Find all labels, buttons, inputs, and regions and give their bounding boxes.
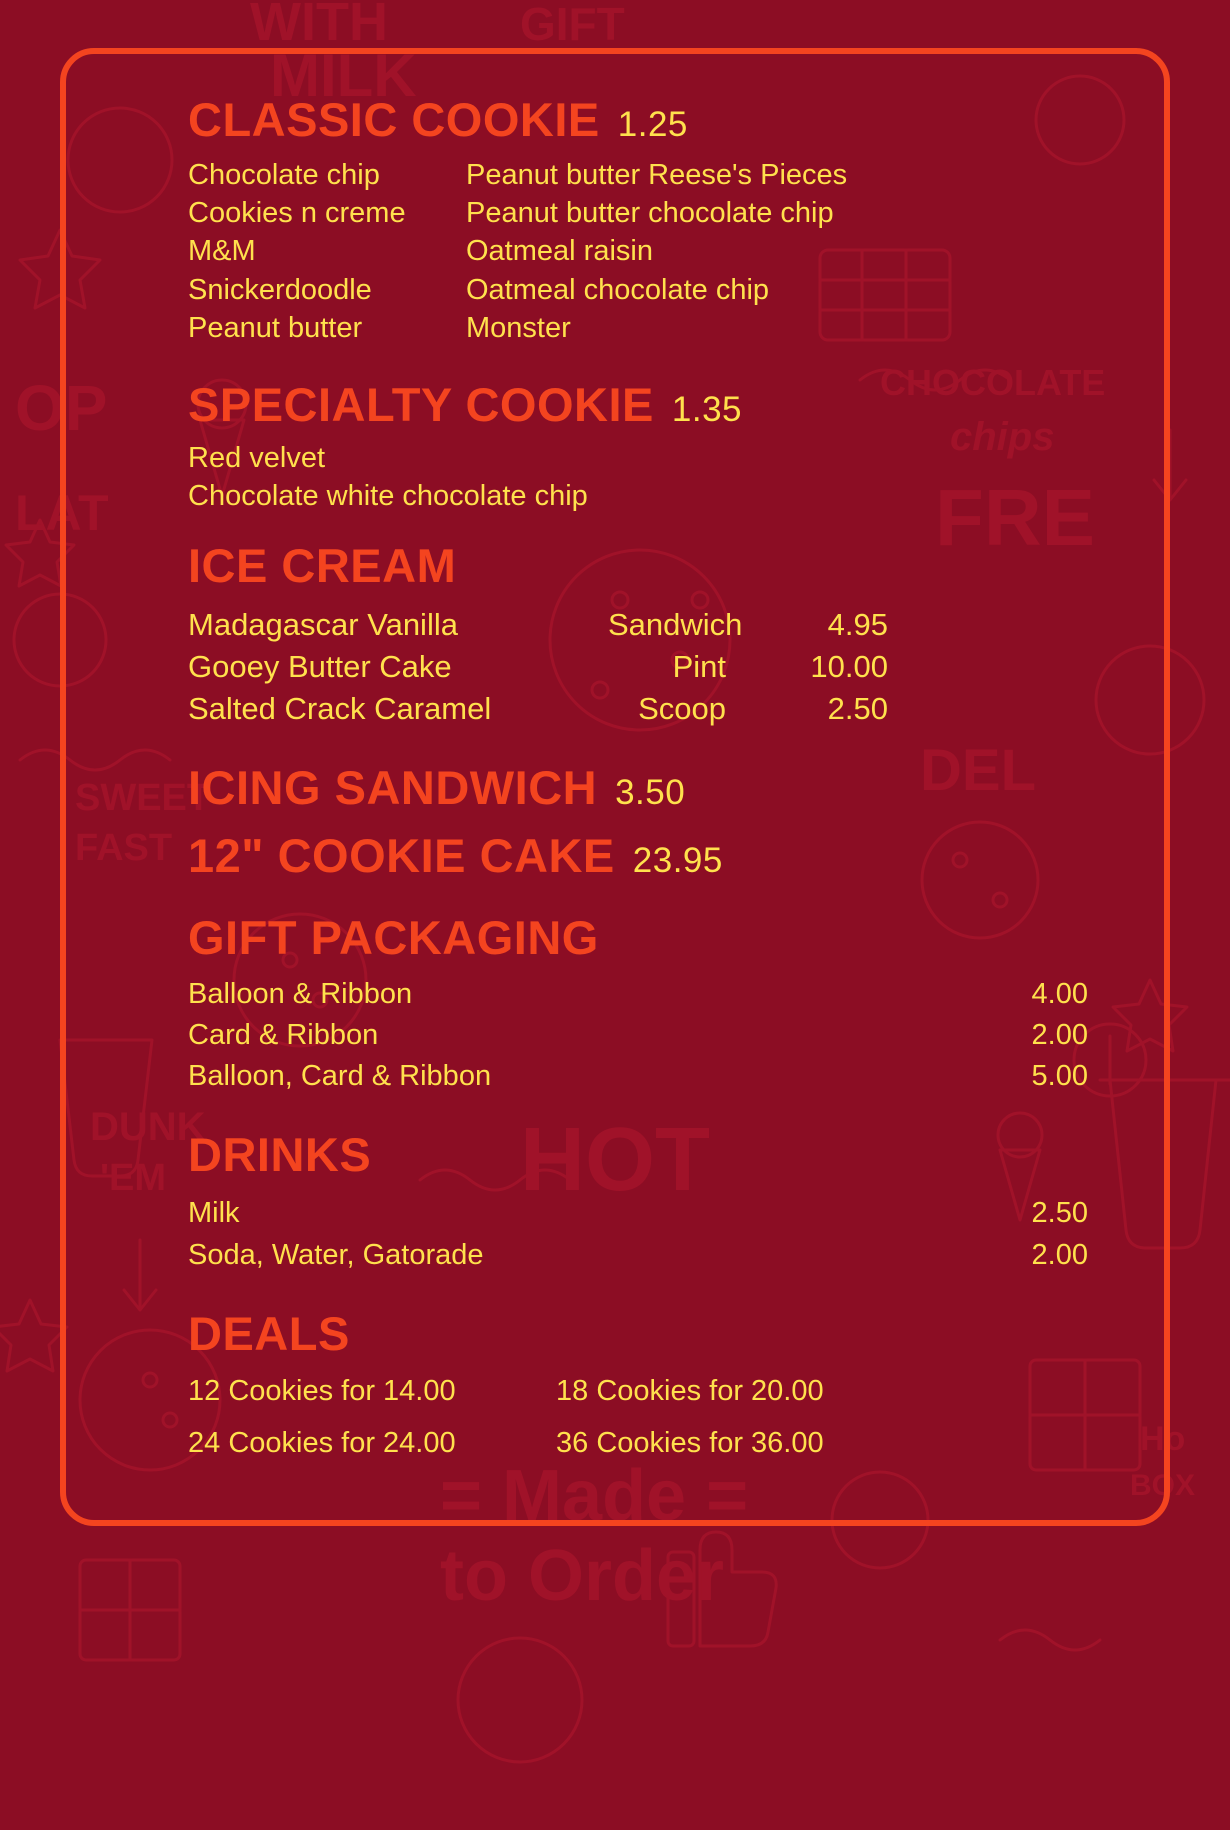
table-row: [188, 1193, 1088, 1234]
section-title: ICE CREAM: [188, 538, 457, 592]
ice-cream-price: 4.95: [827, 606, 888, 642]
deal-item: 12 Cookies for 14.00: [188, 1374, 456, 1407]
menu-item: Peanut butter chocolate chip: [466, 197, 834, 230]
menu-content: [188, 93, 1088, 1462]
ice-cream-price: 10.00: [810, 648, 888, 684]
ice-cream-size: Sandwich: [608, 606, 743, 642]
menu-item: Red velvet: [188, 442, 326, 475]
menu-item: Chocolate white chocolate chip: [188, 480, 588, 513]
menu-item: Chocolate chip: [188, 158, 380, 191]
ice-cream-size: Scoop: [638, 690, 726, 726]
section-price: 1.25: [617, 105, 688, 144]
table-row: [188, 974, 1088, 1015]
svg-text:HOT: HOT: [520, 1110, 710, 1210]
section-title: ICING SANDWICH: [188, 761, 598, 815]
ice-cream-grid: [188, 604, 1088, 730]
classic-flavors-right: [466, 156, 1088, 347]
menu-item: Peanut butter: [188, 312, 363, 344]
svg-text:to Order: to Order: [440, 1536, 725, 1616]
section-header: [188, 911, 1088, 965]
row-label: Milk: [188, 1197, 240, 1230]
section-price: 1.35: [671, 390, 743, 430]
table-row: [188, 1056, 1088, 1097]
specialty-cookie-flavors: [188, 439, 1088, 516]
svg-text:SWEET: SWEET: [75, 777, 211, 819]
section-deals: [188, 1306, 1088, 1462]
row-label: Soda, Water, Gatorade: [188, 1238, 484, 1271]
table-row: [188, 1235, 1088, 1276]
section-header: [188, 1306, 1088, 1360]
section-header: [188, 829, 1088, 883]
table-row: [188, 1015, 1088, 1056]
svg-text:WITH: WITH: [250, 0, 388, 52]
svg-text:DUNK: DUNK: [90, 1105, 206, 1149]
svg-text:MILK: MILK: [270, 42, 417, 109]
svg-text:LAT: LAT: [15, 485, 109, 541]
svg-text:= Made =: = Made =: [440, 1456, 749, 1536]
svg-text:'EM: 'EM: [100, 1157, 167, 1199]
row-label: Balloon, Card & Ribbon: [188, 1060, 492, 1093]
menu-item: Gooey Butter Cake: [188, 648, 452, 684]
ice-cream-price: 2.50: [827, 690, 888, 726]
svg-text:FRE: FRE: [935, 473, 1095, 562]
svg-text:OP: OP: [15, 372, 108, 444]
deal-item: 18 Cookies for 20.00: [556, 1374, 824, 1407]
row-price: 2.50: [1031, 1197, 1088, 1230]
menu-item: M&M: [188, 235, 256, 268]
row-label: Card & Ribbon: [188, 1019, 379, 1052]
drinks-rows: [188, 1193, 1088, 1275]
classic-flavors-left: [188, 156, 466, 347]
section-title: SPECIALTY COOKIE: [188, 378, 654, 432]
section-classic-cookie: [188, 93, 1088, 347]
row-label: Balloon & Ribbon: [188, 977, 413, 1010]
section-drinks: [188, 1128, 1088, 1275]
section-title: GIFT PACKAGING: [188, 911, 599, 965]
menu-item: Oatmeal chocolate chip: [466, 273, 770, 306]
row-price: 5.00: [1031, 1060, 1088, 1093]
classic-cookie-flavors: [188, 156, 1088, 347]
menu-item: Peanut butter Reese's Pieces: [466, 158, 848, 191]
section-ice-cream: [188, 538, 1088, 730]
svg-text:CHOCOLATE: CHOCOLATE: [880, 362, 1106, 403]
section-icing-sandwich: [188, 761, 1088, 815]
svg-text:BOX: BOX: [1130, 1469, 1196, 1502]
menu-item: Oatmeal raisin: [466, 235, 653, 268]
row-price: 4.00: [1031, 977, 1088, 1010]
section-cookie-cake: [188, 829, 1088, 883]
section-specialty-cookie: [188, 378, 1088, 515]
section-header: [188, 93, 1088, 146]
row-price: 2.00: [1031, 1019, 1088, 1052]
section-title: 12" COOKIE CAKE: [188, 829, 615, 883]
deals-grid: [188, 1372, 1088, 1463]
menu-item: Cookies n creme: [188, 197, 406, 230]
section-price: 23.95: [632, 841, 723, 881]
svg-text:GIFT: GIFT: [520, 0, 625, 50]
section-gift-packaging: [188, 911, 1088, 1097]
gift-packaging-rows: [188, 974, 1088, 1098]
row-price: 2.00: [1031, 1238, 1088, 1271]
section-title: DEALS: [188, 1306, 350, 1360]
deal-item: 24 Cookies for 24.00: [188, 1426, 456, 1459]
svg-text:chips: chips: [950, 415, 1055, 459]
svg-text:DEL: DEL: [920, 738, 1036, 803]
menu-item: Monster: [466, 312, 571, 344]
menu-item: Snickerdoodle: [188, 273, 372, 306]
svg-text:Ho: Ho: [1140, 1420, 1186, 1458]
section-price: 3.50: [615, 773, 686, 813]
deal-item: 36 Cookies for 36.00: [556, 1426, 824, 1459]
section-header: [188, 538, 1088, 592]
section-title: CLASSIC COOKIE: [188, 93, 600, 146]
svg-text:FAST: FAST: [75, 827, 173, 869]
menu-item: Madagascar Vanilla: [188, 606, 458, 642]
ice-cream-size: Pint: [672, 648, 726, 684]
section-header: [188, 761, 1088, 815]
section-title: DRINKS: [188, 1128, 372, 1182]
menu-item: Salted Crack Caramel: [188, 690, 492, 726]
